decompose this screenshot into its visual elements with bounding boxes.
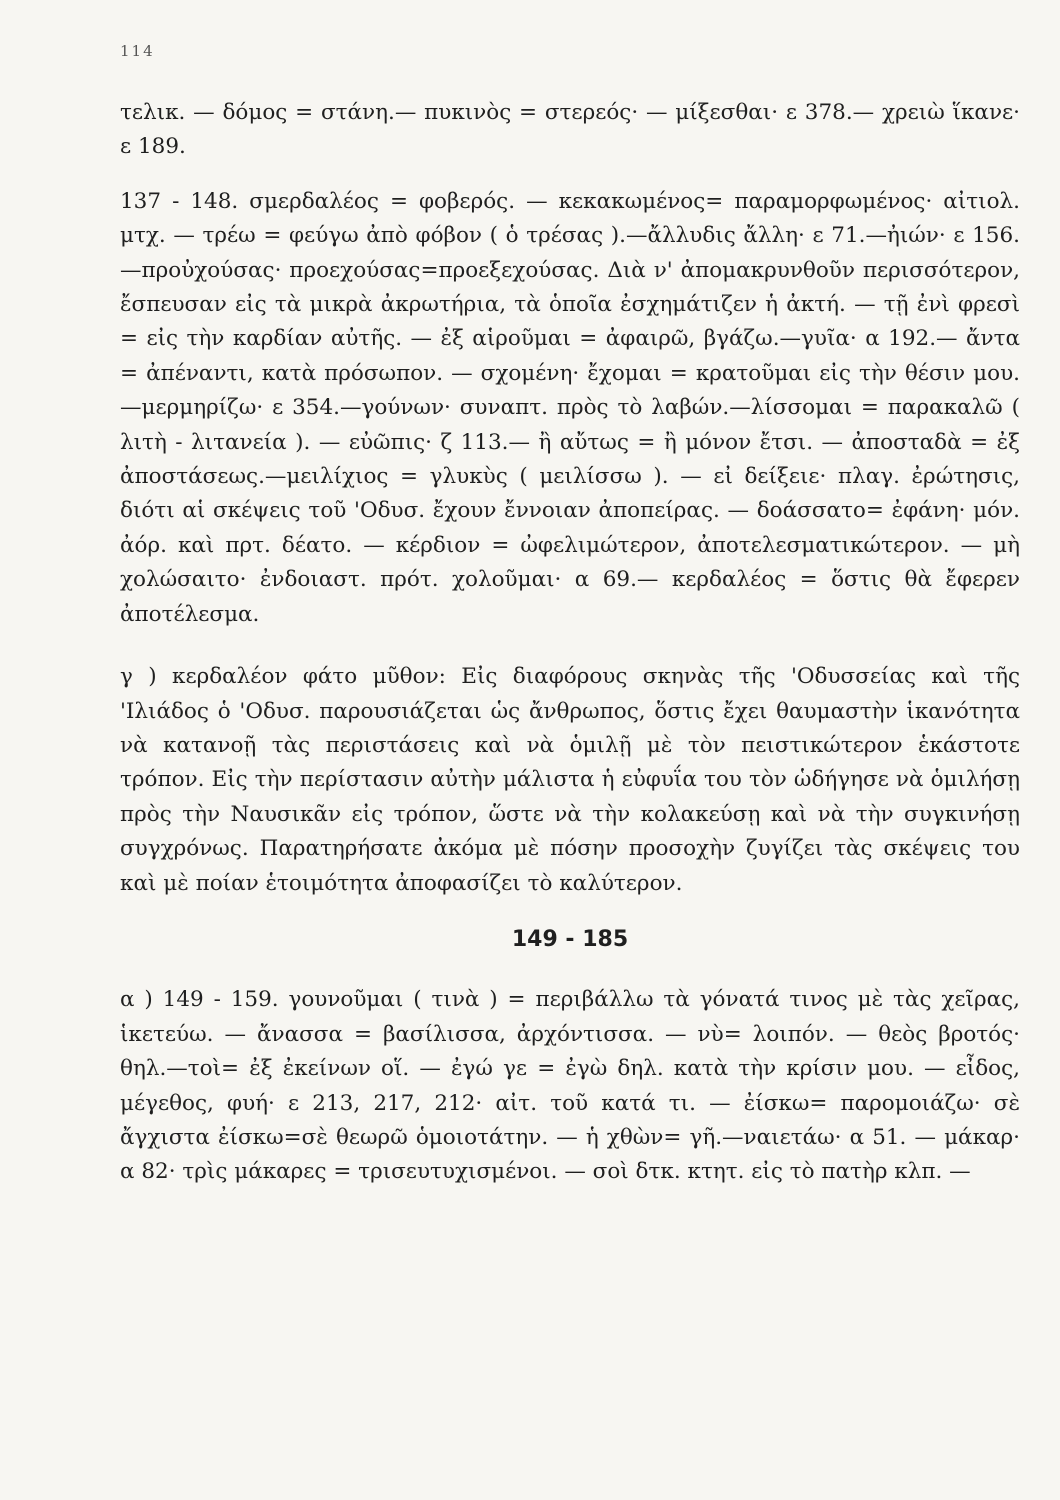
section-heading: 149 - 185 <box>511 926 629 952</box>
paragraph-intro: τελικ. — δόμος = στάνη.— πυκινὸς = στερεός· — μίξεσθαι· ε 378.— χρειὼ ἵκανε· ε 189. <box>120 100 1020 160</box>
paragraph-commentary: γ ) κερδαλέον φάτο μῦθον: Εἰς διαφόρους σκηνὰς τῆς 'Οδυσσείας καὶ τῆς 'Ιλιάδος ὁ 'Οδυσ. παρουσιάζεται ὡς ἄνθρωπος, ὅστις ἔχει θαυμαστὴν ἱκανότητα νὰ κατανοῇ τὰς περιστάσεις καὶ νὰ ὁμιλῇ μὲ τὸν πειστικώτερον ἑκάστοτε τρόπον. Εἰς τὴν περίστασιν αὐτὴν μάλιστα ἡ εὐφυΐα του τὸν ὡδήγησε νὰ ὁμιλήσῃ πρὸς τὴν Ναυσικᾶν εἰς τρόπον, ὥστε νὰ τὴν κολακεύσῃ καὶ νὰ τὴν συγκινήσῃ συγχρόνως. Παρατηρήσατε ἀκόμα μὲ πόσην προσοχὴν ζυγίζει τὰς σκέψεις του καὶ μὲ ποίαν ἑτοιμότητα ἀποφασίζει τὸ καλύτερον. <box>120 664 1020 896</box>
paragraph-149-159: α ) 149 - 159. γουνοῦμαι ( τινὰ ) = περιβάλλω τὰ γόνατά τινος μὲ τὰς χεῖρας, ἱκετεύω. — ἄνασσα = βασίλισσα, ἀρχόντισσα. — νὺ= λοιπόν. — θεὸς βροτός· θηλ.—τοὶ= ἐξ ἐκείνων οἵ. — ἐγώ γε = ἐγὼ δηλ. κατὰ τὴν κρίσιν μου. — εἶδος, μέγεθος, φυή· ε 213, 217, 212· αἰτ. τοῦ κατά τι. — ἐίσκω= παρομοιάζω· σὲ ἄγχιστα ἐίσκω=σὲ θεωρῶ ὁμοιοτάτην. — ἡ χθὼν= γῆ.—ναιετάω· α 51. — μάκαρ· α 82· τρὶς μάκαρες = τρισευτυχισμένοι. — σοὶ δτκ. κτητ. εἰς τὸ πατὴρ κλπ. — <box>120 987 1020 1185</box>
page-body <box>120 96 1020 1190</box>
page-number: 114 <box>120 42 155 60</box>
paragraph-137-148: 137 - 148. σμερδαλέος = φοβερός. — κεκακωμένος= παραμορφωμένος· αἰτιολ. μτχ. — τρέω = φεύγω ἀπὸ φόβον ( ὁ τρέσας ).—ἄλλυδις ἄλλη· ε 71.—ἠιών· ε 156.—προὐχούσας· προεχούσας=προεξεχούσας. Διὰ ν' ἀπομακρυνθοῦν περισσότερον, ἔσπευσαν εἰς τὰ μικρὰ ἀκρωτήρια, τὰ ὁποῖα ἐσχημάτιζεν ἡ ἀκτή. — τῇ ἐνὶ φρεσὶ = εἰς τὴν καρδίαν αὐτῆς. — ἐξ αἱροῦμαι = ἀφαιρῶ, βγάζω.—γυῖα· α 192.— ἄντα = ἀπέναντι, κατὰ πρόσωπον. — σχομένη· ἔχομαι = κρατοῦμαι εἰς τὴν θέσιν μου.—μερμηρίζω· ε 354.—γούνων· συναπτ. πρὸς τὸ λαβών.—λίσσομαι = παρακαλῶ ( λιτὴ - λιτανεία ). — εὐῶπις· ζ 113.— ἢ αὔτως = ἢ μόνον ἔτσι. — ἀποσταδὰ = ἐξ ἀποστάσεως.—μειλίχιος = γλυκὺς ( μειλίσσω ). — εἰ δείξειε· πλαγ. ἐρώτησις, διότι αἱ σκέψεις τοῦ 'Οδυσ. ἔχουν ἔννοιαν ἀποπείρας. — δοάσσατο= ἐφάνη· μόν. ἀόρ. καὶ πρτ. δέατο. — κέρδιον = ὠφελιμώτερον, ἀποτελεσματικώτερον. — μὴ χολώσαιτο· ἐνδοιαστ. πρότ. χολοῦμαι· α 69.— κερδαλέος = ὅστις θὰ ἔφερεν ἀποτέλεσμα. <box>120 188 1020 627</box>
